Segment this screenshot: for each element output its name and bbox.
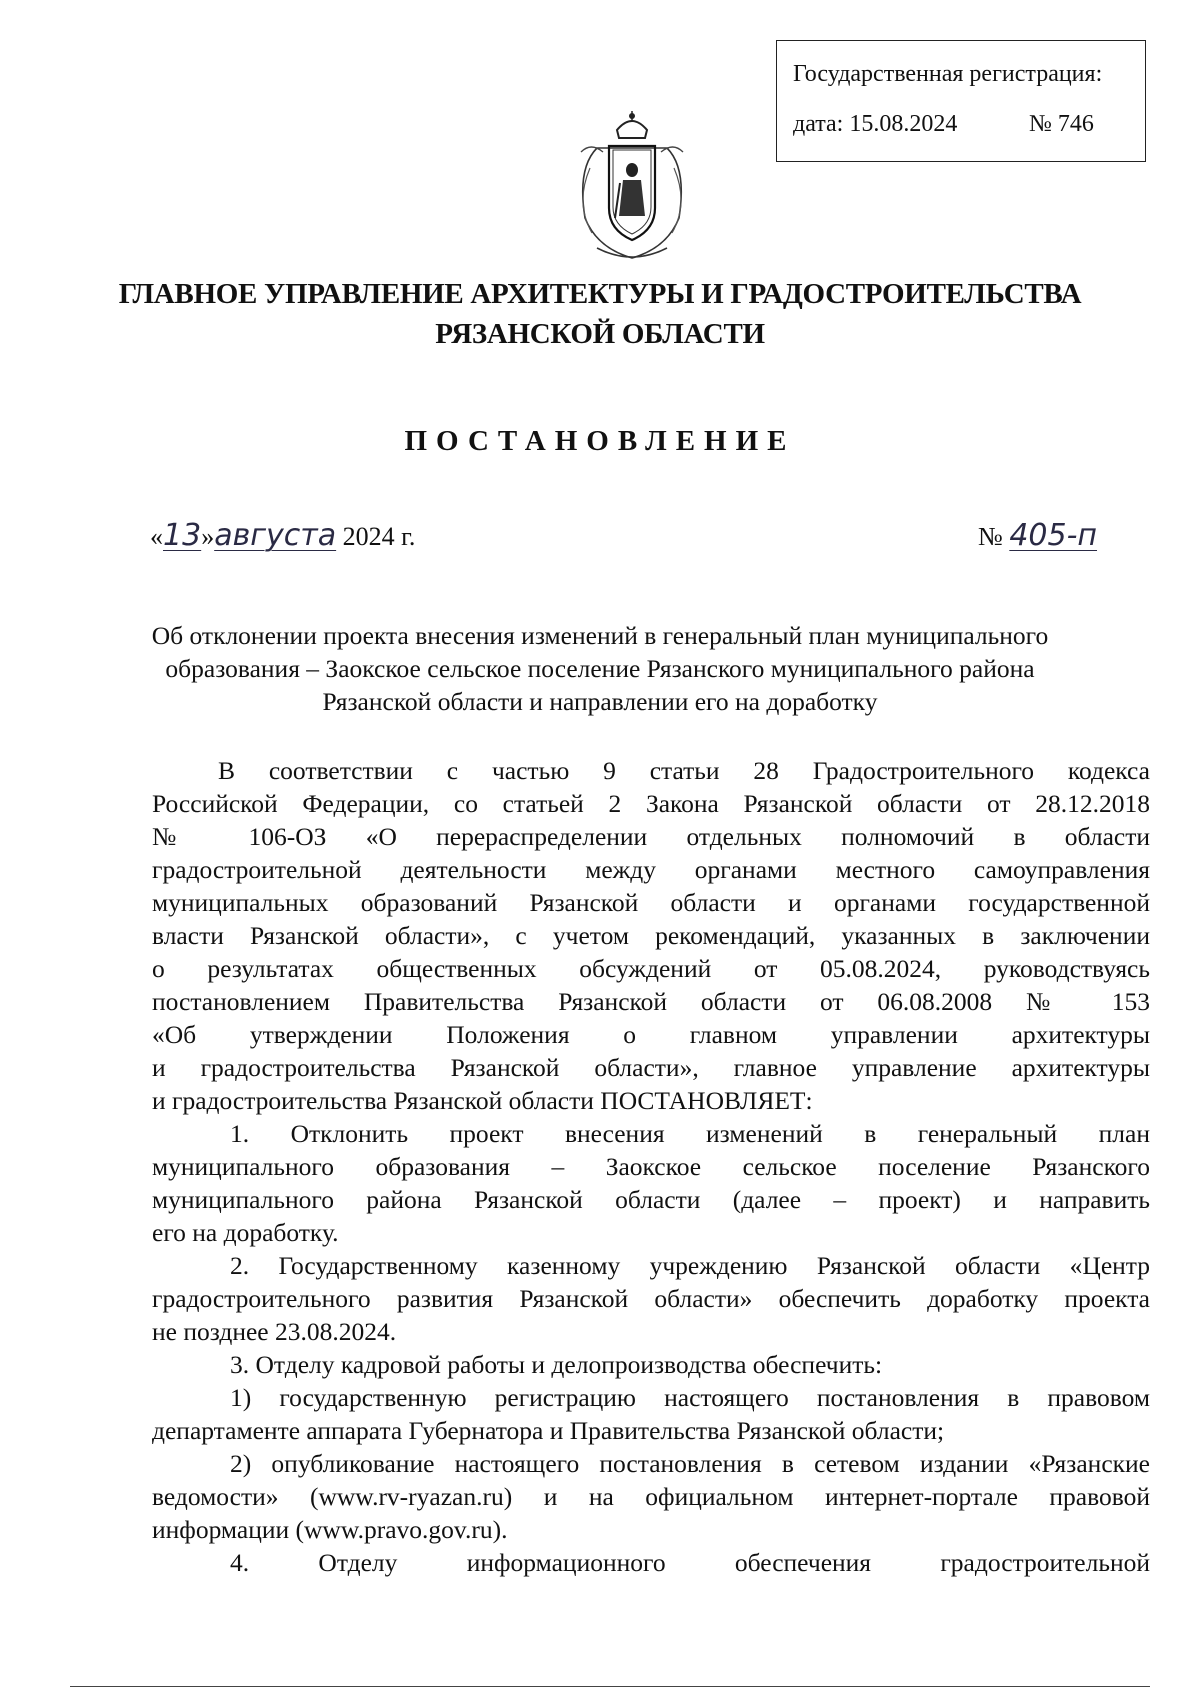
body-line: и градостроительства Рязанской области ПОСТАНОВЛЯЕТ: [152, 1086, 813, 1115]
body-line: 1. Отклонить проект внесения изменений в генеральный план [230, 1119, 1150, 1148]
subject-line: Об отклонении проекта внесения изменений в генеральный план муниципального [151, 621, 1049, 650]
handwritten-number: 405-п [1009, 518, 1098, 553]
body-line: муниципального района Рязанской области (далее – проект) и направить [152, 1185, 1150, 1214]
document-body [152, 754, 1150, 1579]
registration-date: дата: 15.08.2024 [793, 111, 958, 137]
date-open-quote: « [150, 522, 163, 551]
number-label: № [978, 522, 1003, 551]
body-line: В соответствии с частью 9 статьи 28 Градостроительного кодекса [218, 756, 1150, 785]
body-line: 2) опубликование настоящего постановления в сетевом издании «Рязанские [230, 1449, 1150, 1478]
body-line: департаменте аппарата Губернатора и Правительства Рязанской области; [152, 1416, 945, 1445]
registration-stamp [776, 40, 1146, 162]
date-close-quote: » [201, 522, 215, 551]
body-line: информации (www.pravo.gov.ru). [152, 1515, 508, 1544]
body-line: муниципальных образований Рязанской области и органами государственной [152, 888, 1150, 917]
registration-title: Государственная регистрация: [793, 61, 1103, 87]
body-line: градостроительной деятельности между органами местного самоуправления [152, 855, 1150, 884]
body-line: и градостроительства Рязанской области», главное управление архитектуры [152, 1053, 1150, 1082]
body-line: «Об утверждении Положения о главном управлении архитектуры [152, 1020, 1150, 1049]
body-line: муниципального образования – Заокское сельское поселение Рязанского [152, 1152, 1150, 1181]
body-line: власти Рязанской области», с учетом рекомендаций, указанных в заключении [152, 921, 1150, 950]
body-line: 1) государственную регистрацию настоящего постановления в правовом [230, 1383, 1150, 1412]
body-line: 2. Государственному казенному учреждению Рязанской области «Центр [230, 1251, 1150, 1280]
document-subject [130, 619, 1070, 718]
organization-name: ГЛАВНОЕ УПРАВЛЕНИЕ АРХИТЕКТУРЫ И ГРАДОСТРОИТЕЛЬСТВА [118, 278, 1082, 310]
subject-line: образования – Заокское сельское поселение Рязанского муниципального района [165, 654, 1035, 683]
subject-line: Рязанской области и направлении его на доработку [322, 687, 878, 716]
page-edge-line [70, 1686, 1150, 1687]
issue-year: 2024 г. [342, 522, 416, 551]
body-line: его на доработку. [152, 1218, 339, 1247]
body-line: 4. Отделу информационного обеспечения градостроительной [230, 1548, 1150, 1577]
body-line: 3. Отделу кадровой работы и делопроизводства обеспечить: [230, 1350, 883, 1379]
registration-number: № 746 [1029, 111, 1094, 137]
body-line: Российской Федерации, со статьей 2 Закона Рязанской области от 28.12.2018 [152, 789, 1150, 818]
document-type-title: ПОСТАНОВЛЕНИЕ [404, 425, 796, 457]
body-line: постановлением Правительства Рязанской области от 06.08.2008 № 153 [152, 987, 1150, 1016]
body-line: № 106-ОЗ «О перераспределении отдельных полномочий в области [152, 822, 1150, 851]
handwritten-month: августа [214, 518, 337, 553]
body-line: ведомости» (www.rv-ryazan.ru) и на официальном интернет-портале правовой [152, 1482, 1150, 1511]
organization-region: РЯЗАНСКОЙ ОБЛАСТИ [435, 318, 765, 350]
handwritten-day: 13 [163, 518, 202, 553]
issue-number [978, 518, 1097, 553]
body-line: о результатах общественных обсуждений от 05.08.2024, руководствуясь [152, 954, 1150, 983]
issue-date [150, 518, 415, 553]
body-line: градостроительного развития Рязанской области» обеспечить доработку проекта [152, 1284, 1150, 1313]
coat-of-arms-icon [557, 108, 707, 268]
body-line: не позднее 23.08.2024. [152, 1317, 397, 1346]
